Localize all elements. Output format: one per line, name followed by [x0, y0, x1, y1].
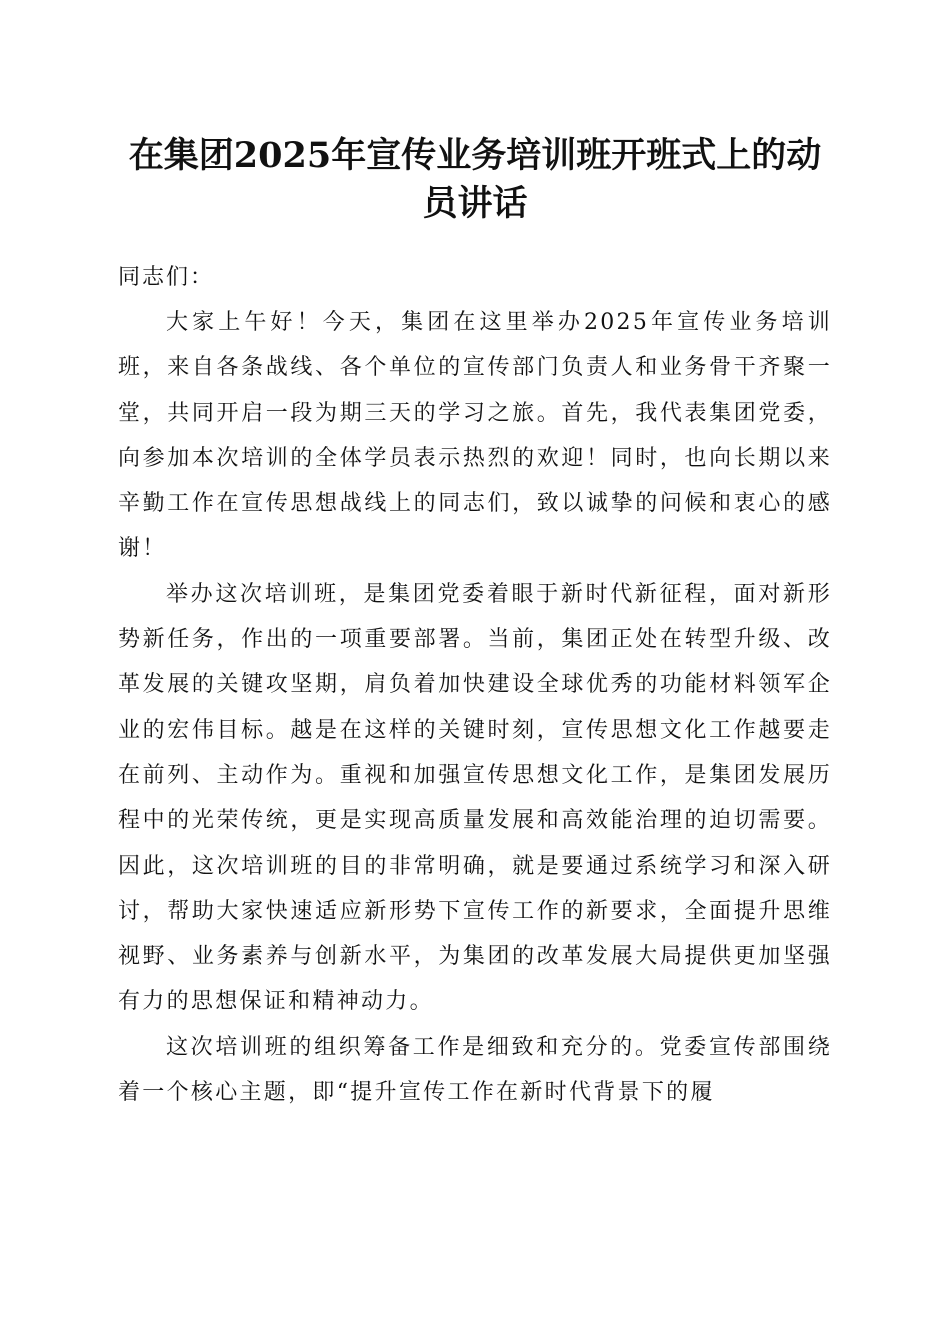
paragraph-purpose: 举办这次培训班，是集团党委着眼于新时代新征程，面对新形势新任务，作出的一项重要部署。当前，集团正处在转型升级、改革发展的关键攻坚期，肩负着加快建设全球优秀的功能材料领军企业的宏伟目标。越是在这样的关键时刻，宣传思想文化工作越要走在前列、主动作为。重视和加强宣传思想文化工作，是集团发展历程中的光荣传统，更是实现高质量发展和高效能治理的迫切需要。因此，这次培训班的目的非常明确，就是要通过系统学习和深入研讨，帮助大家快速适应新形势下宣传工作的新要求，全面提升思维视野、业务素养与创新水平，为集团的改革发展大局提供更加坚强有力的思想保证和精神动力。	[118, 581, 832, 1015]
salutation: 同志们：	[118, 265, 215, 290]
paragraph-preparation: 这次培训班的组织筹备工作是细致和充分的。党委宣传部围绕着一个核心主题，即“提升宣传工作在新时代背景下的履	[118, 1034, 832, 1106]
document-title: 在集团2025年宣传业务培训班开班式上的动员讲话	[128, 135, 822, 224]
paragraph-welcome: 大家上午好！今天，集团在这里举办2025年宣传业务培训班，来自各条战线、各个单位的宣传部门负责人和业务骨干齐聚一堂，共同开启一段为期三天的学习之旅。首先，我代表集团党委，向参加本次培训的全体学员表示热烈的欢迎！同时，也向长期以来辛勤工作在宣传思想战线上的同志们，致以诚挚的问候和衷心的感谢！	[118, 310, 832, 562]
document-body	[118, 255, 832, 1115]
